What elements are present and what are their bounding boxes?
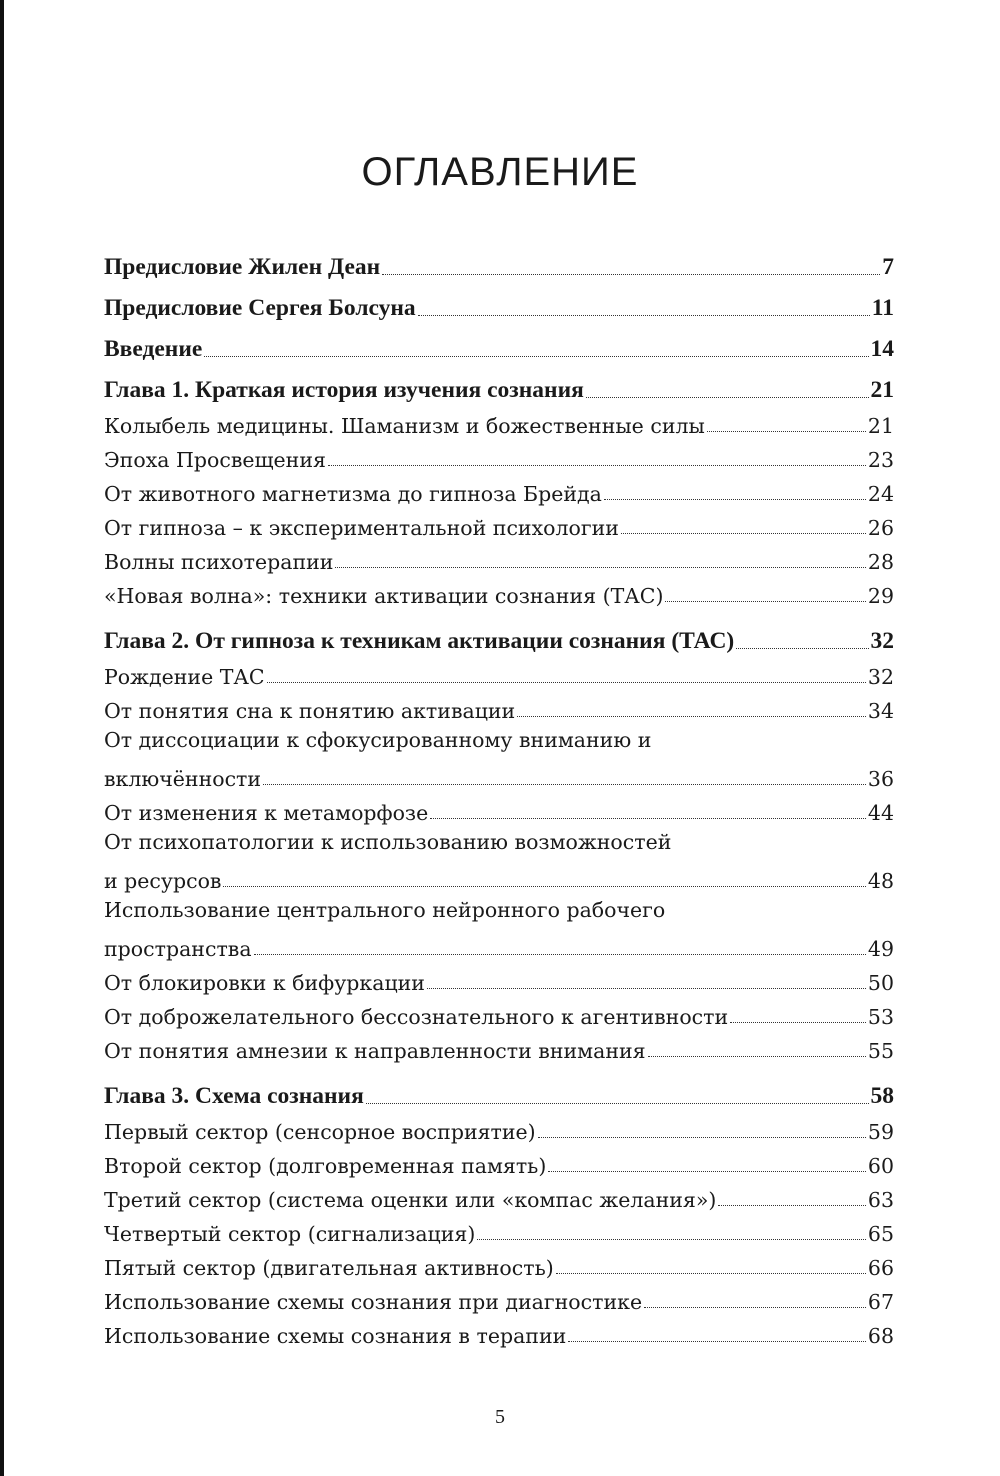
dot-leader [328, 465, 866, 466]
toc-entry-page: 7 [882, 254, 894, 280]
toc-entry-title: Пятый сектор (двигательная активность) [104, 1256, 554, 1280]
dot-leader [604, 499, 866, 500]
toc-entry-title: От доброжелательного бессознательного к агентивности [104, 1005, 729, 1029]
toc-entry-page: 32 [867, 665, 894, 689]
toc-entry-title: Использование схемы сознания при диагностике [104, 1290, 643, 1314]
toc-entry-title: Третий сектор (система оценки или «компас желания») [104, 1188, 717, 1212]
toc-entry [104, 1212, 894, 1246]
toc-entry [104, 961, 894, 995]
toc-entry-page: 68 [867, 1324, 894, 1348]
dot-leader [736, 648, 868, 649]
toc-chapter [104, 614, 894, 655]
toc-entry [104, 1314, 894, 1348]
toc-entry-title: Глава 3. Схема сознания [104, 1083, 364, 1109]
toc-entry-page: 58 [870, 1083, 894, 1109]
toc-entry-page: 53 [867, 1005, 894, 1029]
toc-entry-page: 11 [871, 295, 894, 321]
toc-entry-page: 26 [867, 516, 894, 540]
dot-leader [644, 1307, 866, 1308]
toc-entry-page: 67 [867, 1290, 894, 1314]
dot-leader [418, 315, 870, 316]
page-number: 5 [495, 1406, 505, 1428]
toc-entry [104, 574, 894, 608]
toc-entry-page: 44 [867, 801, 894, 825]
dot-leader [223, 886, 865, 887]
dot-leader [427, 988, 866, 989]
dot-leader [556, 1273, 866, 1274]
toc-entry-title: Второй сектор (долговременная память) [104, 1154, 547, 1178]
dot-leader [477, 1239, 866, 1240]
toc-entry-page: 34 [867, 699, 894, 723]
toc-entry-title: От животного магнетизма до гипноза Брейда [104, 482, 602, 506]
toc-entry-title: Глава 1. Краткая история изучения сознания [104, 377, 584, 403]
toc-entry-page: 50 [867, 971, 894, 995]
toc-entry-page: 36 [867, 767, 894, 791]
dot-leader [621, 533, 866, 534]
toc-chapter [104, 363, 894, 404]
dot-leader [263, 784, 866, 785]
toc-entry-title: Использование центрального нейронного рабочего [104, 898, 666, 922]
toc-entry-title: Первый сектор (сенсорное восприятие) [104, 1120, 536, 1144]
toc-entry-title: От психопатологии к использованию возможностей [104, 830, 672, 854]
toc-entry [104, 723, 894, 791]
toc-entry [104, 1246, 894, 1280]
dot-leader [335, 567, 865, 568]
toc-entry-title: Использование схемы сознания в терапии [104, 1324, 567, 1348]
toc-entry-page: 32 [870, 628, 894, 654]
dot-leader [538, 1137, 866, 1138]
toc-entry-page: 49 [867, 937, 894, 961]
toc-entry-page: 24 [867, 482, 894, 506]
dot-leader [254, 954, 866, 955]
toc-entry-title: Введение [104, 336, 203, 362]
toc-entry [104, 1110, 894, 1144]
dot-leader [548, 1171, 866, 1172]
toc-chapter [104, 1069, 894, 1110]
toc-entry-title: От гипноза – к экспериментальной психологии [104, 516, 619, 540]
dot-leader [707, 431, 866, 432]
toc-entry [104, 825, 894, 893]
dot-leader [267, 682, 866, 683]
toc-entry-title: От понятия амнезии к направленности внимания [104, 1039, 646, 1063]
toc-chapter [104, 240, 894, 281]
toc-entry-title: Колыбель медицины. Шаманизм и божественные силы [104, 414, 705, 438]
dot-leader [730, 1022, 866, 1023]
dot-leader [665, 601, 865, 602]
toc-entry-page: 29 [867, 584, 894, 608]
dot-leader [568, 1341, 866, 1342]
table-of-contents [104, 240, 894, 1348]
toc-chapter [104, 322, 894, 363]
toc-entry [104, 540, 894, 574]
toc-entry [104, 472, 894, 506]
toc-entry-title: От блокировки к бифуркации [104, 971, 425, 995]
toc-entry [104, 404, 894, 438]
toc-entry [104, 995, 894, 1029]
toc-entry-page: 23 [867, 448, 894, 472]
dot-leader [430, 818, 866, 819]
toc-entry-page: 48 [867, 869, 894, 893]
toc-entry-page: 63 [867, 1188, 894, 1212]
page-title: ОГЛАВЛЕНИЕ [361, 150, 639, 194]
toc-entry-page: 14 [870, 336, 894, 362]
toc-entry [104, 791, 894, 825]
toc-entry-title: «Новая волна»: техники активации сознания (ТАС) [104, 584, 664, 608]
toc-entry-page: 28 [867, 550, 894, 574]
toc-entry-title: От диссоциации к сфокусированному вниманию и [104, 728, 652, 752]
toc-entry-title-cont: включённости [104, 767, 262, 791]
toc-entry-title-cont: пространства [104, 937, 252, 961]
toc-entry-title: От понятия сна к понятию активации [104, 699, 516, 723]
toc-entry-page: 21 [870, 377, 894, 403]
toc-entry-title: Волны психотерапии [104, 550, 334, 574]
toc-entry [104, 1144, 894, 1178]
dot-leader [366, 1103, 869, 1104]
toc-entry-title: Рождение ТАС [104, 665, 265, 689]
toc-entry [104, 1029, 894, 1063]
toc-entry-page: 65 [867, 1222, 894, 1246]
toc-entry [104, 655, 894, 689]
toc-entry-page: 60 [867, 1154, 894, 1178]
toc-entry [104, 1178, 894, 1212]
dot-leader [204, 356, 868, 357]
toc-entry [104, 689, 894, 723]
toc-entry-title: Глава 2. От гипноза к техникам активации сознания (ТАС) [104, 628, 735, 654]
toc-entry-page: 59 [867, 1120, 894, 1144]
toc-entry-page: 21 [867, 414, 894, 438]
dot-leader [586, 397, 869, 398]
dot-leader [517, 716, 866, 717]
toc-entry-page: 55 [867, 1039, 894, 1063]
toc-entry-title: Предисловие Сергея Болсуна [104, 295, 416, 321]
dot-leader [718, 1205, 866, 1206]
toc-entry [104, 506, 894, 540]
toc-entry [104, 1280, 894, 1314]
toc-entry [104, 893, 894, 961]
toc-entry-page: 66 [867, 1256, 894, 1280]
scan-edge [0, 0, 4, 1476]
toc-entry [104, 438, 894, 472]
toc-entry-title-cont: и ресурсов [104, 869, 222, 893]
toc-entry-title: Предисловие Жилен Деан [104, 254, 381, 280]
dot-leader [648, 1056, 866, 1057]
toc-chapter [104, 281, 894, 322]
dot-leader [382, 274, 880, 275]
toc-entry-title: Четвертый сектор (сигнализация) [104, 1222, 476, 1246]
toc-entry-title: От изменения к метаморфозе [104, 801, 429, 825]
toc-entry-title: Эпоха Просвещения [104, 448, 326, 472]
